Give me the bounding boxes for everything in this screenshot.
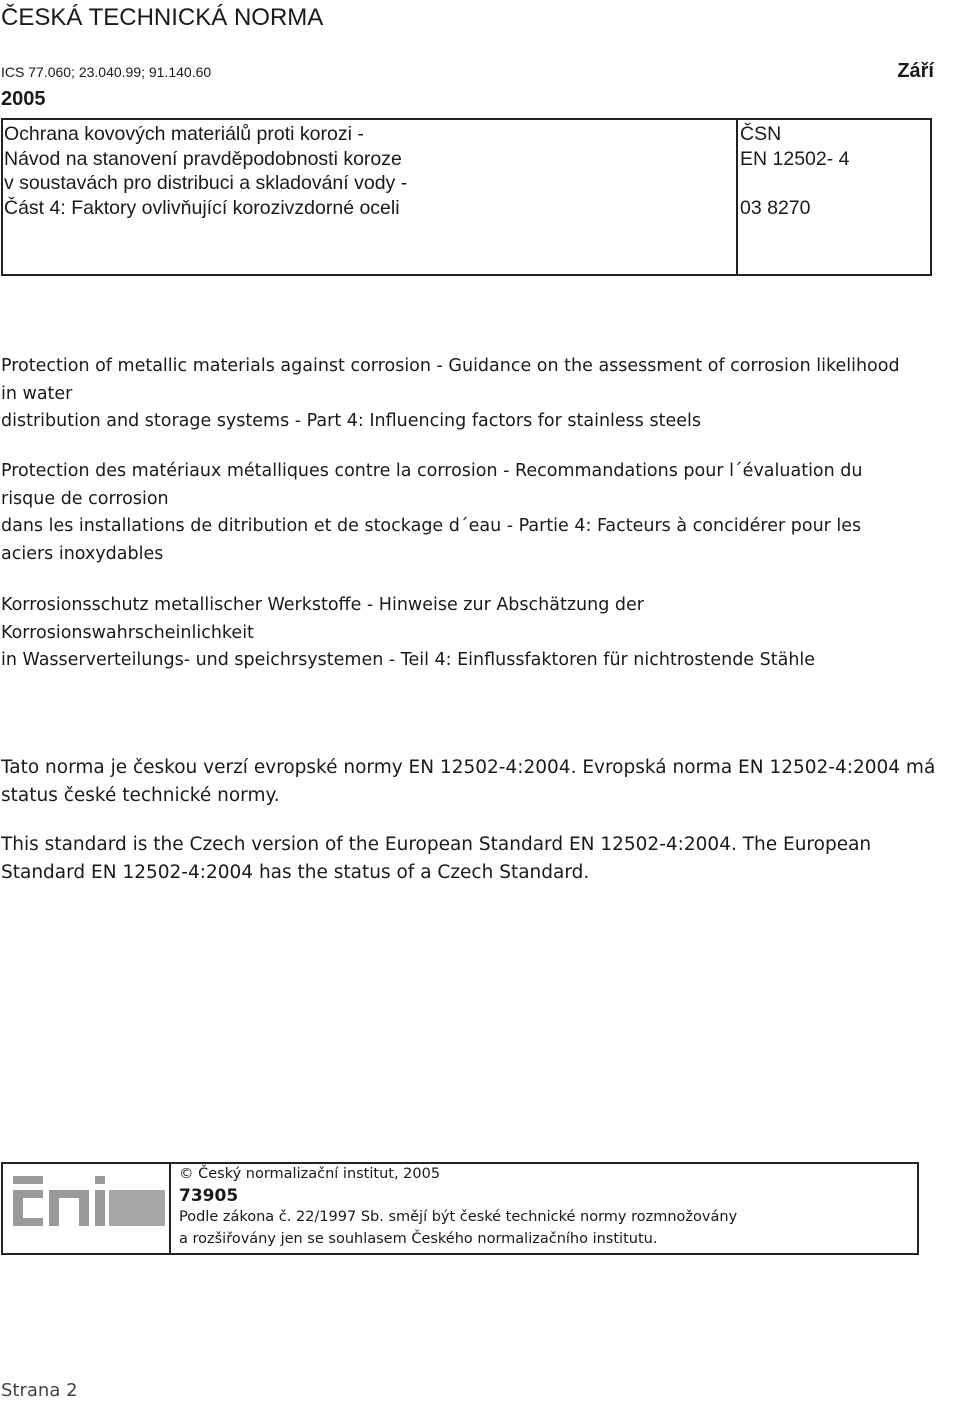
czech-title-line: Část 4: Faktory ovlivňující korozivzdorné oceli	[4, 196, 400, 219]
english-status-note	[1, 831, 959, 887]
french-title-line: Protection des matériaux métalliques contre la corrosion - Recommandations pour l´évaluation du	[1, 461, 863, 481]
english-note-line: Standard EN 12502-4:2004 has the status of a Czech Standard.	[1, 862, 590, 883]
english-title	[1, 353, 959, 436]
copyright-text	[179, 1164, 737, 1250]
publication-year: 2005	[1, 88, 46, 110]
german-title-line: Korrosionsschutz metallischer Werkstoffe - Hinweise zur Abschätzung der	[1, 595, 644, 615]
german-title-line: Korrosionswahrscheinlichkeit	[1, 622, 254, 643]
english-title-line: in water	[1, 383, 73, 404]
english-title-line: distribution and storage systems - Part 4: Influencing factors for stainless steels	[1, 411, 701, 431]
czech-note-line: Tato norma je českou verzí evropské normy EN 12502-4:2004. Evropská norma EN 12502-4:2004 má	[1, 757, 936, 778]
german-title	[1, 592, 959, 675]
english-title-line: Protection of metallic materials against corrosion - Guidance on the assessment of corrosion likelihood	[1, 356, 900, 376]
copyright-box	[1, 1162, 919, 1255]
copyright-box-divider	[169, 1164, 171, 1253]
spacer	[740, 171, 850, 196]
publication-month: Září	[897, 60, 934, 82]
class-code: 03 8270	[740, 196, 811, 219]
standard-code-column	[740, 122, 850, 220]
french-title	[1, 458, 959, 568]
title-box	[1, 118, 932, 276]
french-title-line: risque de corrosion	[1, 488, 169, 509]
page-number: Strana 2	[1, 1380, 78, 1401]
czech-note-line: status české technické normy.	[1, 785, 280, 806]
csn-label: ČSN	[740, 123, 782, 145]
ics-codes: ICS 77.060; 23.040.99; 91.140.60	[1, 64, 212, 80]
english-note-line: This standard is the Czech version of the European Standard EN 12502-4:2004. The European	[1, 834, 872, 855]
czech-title	[4, 122, 407, 220]
title-box-divider	[736, 120, 738, 274]
legal-line: a rozšiřovány jen se souhlasem Českého normalizačního institutu.	[179, 1230, 658, 1247]
czech-title-line: v soustavách pro distribuci a skladování vody -	[4, 172, 408, 194]
catalog-number: 73905	[179, 1185, 239, 1206]
french-title-line: dans les installations de ditribution et de stockage d´eau - Partie 4: Facteurs à concidérer pour les	[1, 516, 862, 536]
legal-line: Podle zákona č. 22/1997 Sb. smějí být české technické normy rozmnožovány	[179, 1209, 738, 1225]
document-title: ČESKÁ TECHNICKÁ NORMA	[1, 4, 324, 31]
french-title-line: aciers inoxydables	[1, 543, 164, 564]
cni-logo-icon	[9, 1170, 167, 1248]
czech-title-line: Návod na stanovení pravděpodobnosti koroze	[4, 147, 402, 170]
czech-status-note	[1, 754, 959, 810]
copyright-line: © Český normalizační institut, 2005	[179, 1166, 441, 1182]
czech-title-line: Ochrana kovových materiálů proti korozi -	[4, 123, 364, 145]
german-title-line: in Wasserverteilungs- und speichrsystemen - Teil 4: Einflussfaktoren für nichtrostende Stähle	[1, 650, 816, 670]
standard-number: EN 12502- 4	[740, 147, 850, 170]
